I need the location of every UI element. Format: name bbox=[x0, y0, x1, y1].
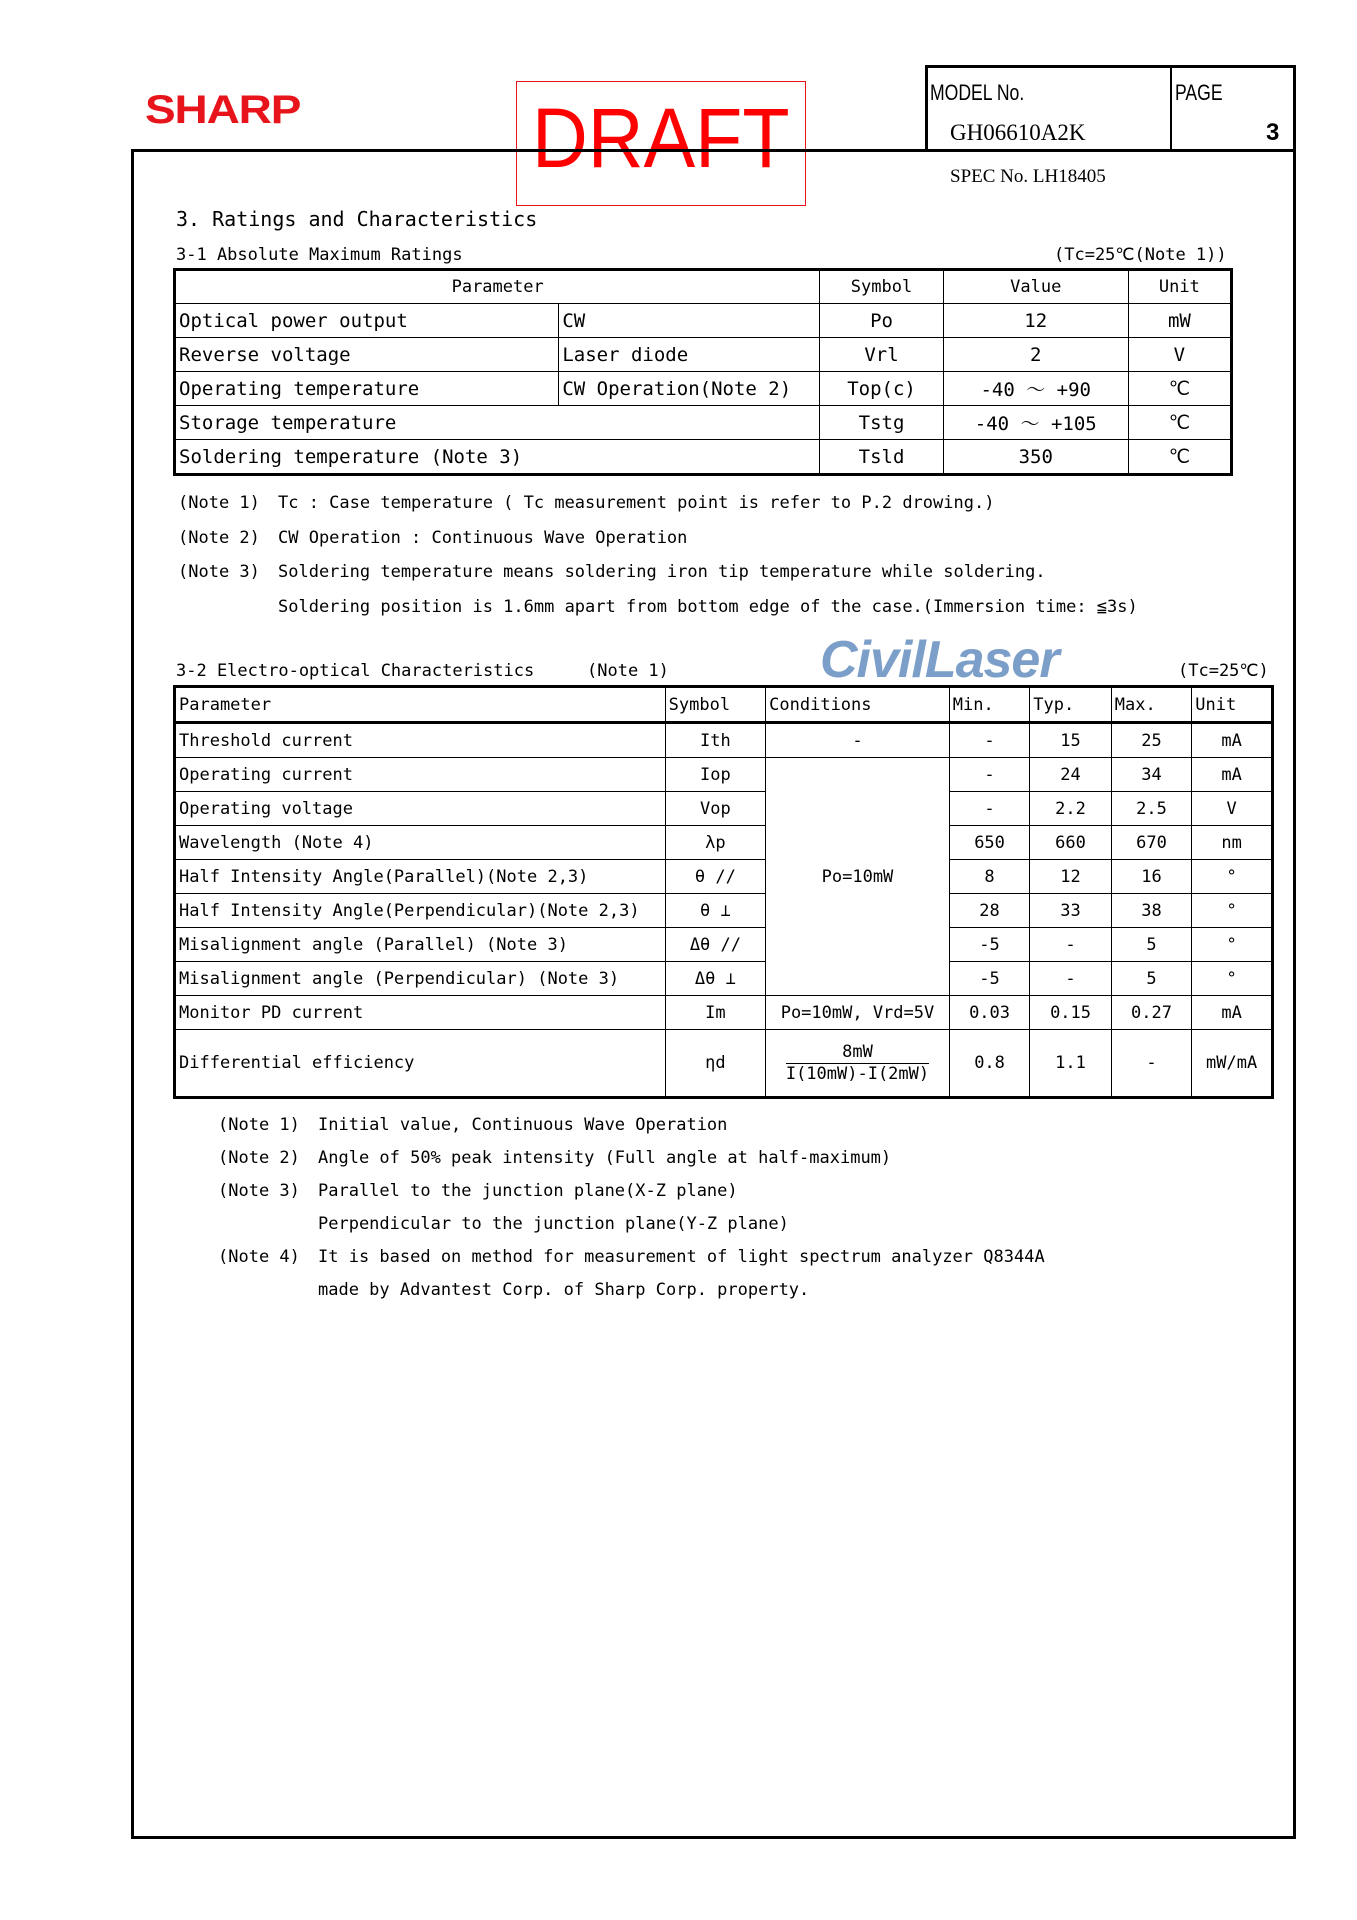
note-text: Angle of 50% peak intensity (Full angle at half-maximum) bbox=[318, 1148, 892, 1168]
eo-table bbox=[173, 685, 1274, 1099]
note bbox=[178, 486, 1138, 521]
header-parameter: Parameter bbox=[175, 687, 666, 723]
symbol-cell: λp bbox=[665, 826, 766, 860]
unit-cell: mW/mA bbox=[1192, 1030, 1273, 1098]
table-row bbox=[175, 338, 1232, 372]
table-row bbox=[175, 1030, 1273, 1098]
min-cell: 650 bbox=[949, 826, 1030, 860]
table-row bbox=[175, 928, 1273, 962]
table-row bbox=[175, 758, 1273, 792]
table-row bbox=[175, 962, 1273, 996]
eo-title-note: (Note 1) bbox=[587, 661, 669, 681]
param-cell: Half Intensity Angle(Perpendicular)(Note 2,3) bbox=[175, 894, 666, 928]
header-unit: Unit bbox=[1128, 270, 1231, 304]
value-cell: 12 bbox=[943, 304, 1128, 338]
typ-cell: 0.15 bbox=[1030, 996, 1111, 1030]
shared-condition-cell: Po=10mW bbox=[766, 758, 950, 996]
note-label: (Note 2) bbox=[178, 527, 260, 548]
spec-number: SPEC No. LH18405 bbox=[950, 166, 1106, 187]
max-cell: - bbox=[1111, 1030, 1192, 1098]
typ-cell: 15 bbox=[1030, 723, 1111, 758]
max-cell: 670 bbox=[1111, 826, 1192, 860]
unit-cell: ° bbox=[1192, 894, 1273, 928]
note-text: CW Operation : Continuous Wave Operation bbox=[278, 527, 688, 548]
param-cell: Misalignment angle (Perpendicular) (Note 3) bbox=[175, 962, 666, 996]
max-cell: 38 bbox=[1111, 894, 1192, 928]
note-text: Parallel to the junction plane(X-Z plane) bbox=[318, 1181, 738, 1201]
abs-max-notes bbox=[178, 486, 1138, 624]
fraction-denominator: I(10mW)-I(2mW) bbox=[785, 1063, 930, 1084]
table-row bbox=[175, 372, 1232, 406]
unit-cell: mA bbox=[1192, 723, 1273, 758]
symbol-cell: Im bbox=[665, 996, 766, 1030]
note bbox=[218, 1175, 1045, 1208]
min-cell: - bbox=[949, 792, 1030, 826]
table-row bbox=[175, 792, 1273, 826]
symbol-cell: Ith bbox=[665, 723, 766, 758]
page-label: PAGE bbox=[1175, 80, 1223, 105]
unit-cell: V bbox=[1128, 338, 1231, 372]
header-conditions: Conditions bbox=[766, 687, 950, 723]
model-number: GH06610A2K bbox=[950, 120, 1086, 145]
note bbox=[218, 1241, 1045, 1274]
note bbox=[218, 1208, 1045, 1241]
model-label: MODEL No. bbox=[930, 80, 1025, 105]
min-cell: 8 bbox=[949, 860, 1030, 894]
table-row bbox=[175, 894, 1273, 928]
typ-cell: 24 bbox=[1030, 758, 1111, 792]
table-row bbox=[175, 860, 1273, 894]
param-cell: Differential efficiency bbox=[175, 1030, 666, 1098]
unit-cell: mW bbox=[1128, 304, 1231, 338]
typ-cell: 2.2 bbox=[1030, 792, 1111, 826]
note-text: Initial value, Continuous Wave Operation bbox=[318, 1115, 728, 1135]
note bbox=[178, 521, 1138, 556]
abs-max-title: 3-1 Absolute Maximum Ratings bbox=[176, 245, 463, 265]
param-cell: Operating temperature bbox=[175, 372, 559, 406]
max-cell: 25 bbox=[1111, 723, 1192, 758]
symbol-cell: Δθ ⊥ bbox=[665, 962, 766, 996]
note-label: (Note 3) bbox=[218, 1181, 300, 1201]
header-symbol: Symbol bbox=[665, 687, 766, 723]
param-cell: Soldering temperature (Note 3) bbox=[175, 440, 820, 475]
min-cell: 0.03 bbox=[949, 996, 1030, 1030]
note-text: Tc : Case temperature ( Tc measurement point is refer to P.2 drowing.) bbox=[278, 493, 995, 513]
unit-cell: ° bbox=[1192, 928, 1273, 962]
symbol-cell: Po bbox=[820, 304, 943, 338]
note bbox=[218, 1109, 1045, 1142]
typ-cell: 33 bbox=[1030, 894, 1111, 928]
draft-stamp: DRAFT bbox=[532, 91, 790, 185]
table-row bbox=[175, 826, 1273, 860]
abs-max-condition: (Tc=25℃(Note 1)) bbox=[1054, 245, 1227, 265]
unit-cell: ℃ bbox=[1128, 406, 1231, 440]
symbol-cell: Tstg bbox=[820, 406, 943, 440]
note bbox=[218, 1274, 1045, 1307]
note-label: (Note 2) bbox=[218, 1148, 300, 1168]
note-text: made by Advantest Corp. of Sharp Corp. property. bbox=[318, 1280, 810, 1300]
page-number: 3 bbox=[1266, 119, 1280, 146]
fraction bbox=[786, 1042, 929, 1084]
min-cell: 0.8 bbox=[949, 1030, 1030, 1098]
unit-cell: mA bbox=[1192, 996, 1273, 1030]
symbol-cell: ηd bbox=[665, 1030, 766, 1098]
table-row bbox=[175, 440, 1232, 475]
table-row bbox=[175, 406, 1232, 440]
min-cell: -5 bbox=[949, 962, 1030, 996]
param-cell: Misalignment angle (Parallel) (Note 3) bbox=[175, 928, 666, 962]
param-cell: Wavelength (Note 4) bbox=[175, 826, 666, 860]
cond-cell: CW Operation(Note 2) bbox=[559, 372, 820, 406]
value-cell: 2 bbox=[943, 338, 1128, 372]
eo-condition: (Tc=25℃) bbox=[1178, 661, 1269, 681]
note-text: Soldering temperature means soldering iron tip temperature while soldering. bbox=[278, 562, 1046, 582]
abs-max-table bbox=[173, 268, 1233, 476]
param-cell: Reverse voltage bbox=[175, 338, 559, 372]
unit-cell: ° bbox=[1192, 860, 1273, 894]
note-text: It is based on method for measurement of light spectrum analyzer Q8344A bbox=[318, 1247, 1045, 1267]
max-cell: 16 bbox=[1111, 860, 1192, 894]
header-parameter: Parameter bbox=[175, 270, 820, 304]
min-cell: - bbox=[949, 758, 1030, 792]
param-cell: Half Intensity Angle(Parallel)(Note 2,3) bbox=[175, 860, 666, 894]
symbol-cell: θ // bbox=[665, 860, 766, 894]
max-cell: 2.5 bbox=[1111, 792, 1192, 826]
note-text: Soldering position is 1.6mm apart from bottom edge of the case.(Immersion time: ≦3s) bbox=[278, 596, 1138, 617]
cond-cell: - bbox=[766, 723, 950, 758]
table-row bbox=[175, 723, 1273, 758]
max-cell: 5 bbox=[1111, 928, 1192, 962]
unit-cell: V bbox=[1192, 792, 1273, 826]
table-row bbox=[175, 996, 1273, 1030]
symbol-cell: Vop bbox=[665, 792, 766, 826]
symbol-cell: Iop bbox=[665, 758, 766, 792]
unit-cell: mA bbox=[1192, 758, 1273, 792]
note bbox=[178, 555, 1138, 590]
note-text: Perpendicular to the junction plane(Y-Z plane) bbox=[318, 1214, 789, 1234]
table-header-row bbox=[175, 687, 1273, 723]
param-cell: Storage temperature bbox=[175, 406, 820, 440]
typ-cell: 660 bbox=[1030, 826, 1111, 860]
table-header-row bbox=[175, 270, 1232, 304]
note-label: (Note 1) bbox=[218, 1115, 300, 1135]
param-cell: Operating current bbox=[175, 758, 666, 792]
unit-cell: ℃ bbox=[1128, 372, 1231, 406]
header-symbol: Symbol bbox=[820, 270, 943, 304]
section-title: 3. Ratings and Characteristics bbox=[176, 207, 538, 231]
param-cell: Optical power output bbox=[175, 304, 559, 338]
min-cell: -5 bbox=[949, 928, 1030, 962]
header-value: Value bbox=[943, 270, 1128, 304]
note bbox=[218, 1142, 1045, 1175]
header-max: Max. bbox=[1111, 687, 1192, 723]
symbol-cell: Tsld bbox=[820, 440, 943, 475]
typ-cell: - bbox=[1030, 962, 1111, 996]
note-label: (Note 3) bbox=[178, 562, 260, 582]
value-cell: -40 ～ +105 bbox=[943, 406, 1128, 440]
model-page-divider bbox=[1170, 65, 1172, 149]
cond-cell bbox=[766, 1030, 950, 1098]
param-cell: Threshold current bbox=[175, 723, 666, 758]
typ-cell: 1.1 bbox=[1030, 1030, 1111, 1098]
param-cell: Operating voltage bbox=[175, 792, 666, 826]
unit-cell: ° bbox=[1192, 962, 1273, 996]
header-min: Min. bbox=[949, 687, 1030, 723]
header-unit: Unit bbox=[1192, 687, 1273, 723]
note bbox=[178, 590, 1138, 625]
civillaser-watermark: CivilLaser bbox=[820, 631, 1059, 689]
max-cell: 34 bbox=[1111, 758, 1192, 792]
symbol-cell: θ ⊥ bbox=[665, 894, 766, 928]
header-typ: Typ. bbox=[1030, 687, 1111, 723]
eo-title: 3-2 Electro-optical Characteristics bbox=[176, 661, 535, 681]
note-label: (Note 4) bbox=[218, 1247, 300, 1267]
cond-cell: CW bbox=[559, 304, 820, 338]
sharp-logo: SHARP bbox=[145, 88, 301, 132]
cond-cell: Laser diode bbox=[559, 338, 820, 372]
cond-cell: Po=10mW, Vrd=5V bbox=[766, 996, 950, 1030]
symbol-cell: Δθ // bbox=[665, 928, 766, 962]
symbol-cell: Vrl bbox=[820, 338, 943, 372]
typ-cell: - bbox=[1030, 928, 1111, 962]
symbol-cell: Top(c) bbox=[820, 372, 943, 406]
note-label: (Note 1) bbox=[178, 493, 260, 513]
min-cell: 28 bbox=[949, 894, 1030, 928]
fraction-numerator: 8mW bbox=[786, 1042, 929, 1063]
table-row bbox=[175, 304, 1232, 338]
unit-cell: nm bbox=[1192, 826, 1273, 860]
eo-notes bbox=[218, 1109, 1045, 1307]
max-cell: 5 bbox=[1111, 962, 1192, 996]
unit-cell: ℃ bbox=[1128, 440, 1231, 475]
min-cell: - bbox=[949, 723, 1030, 758]
param-cell: Monitor PD current bbox=[175, 996, 666, 1030]
max-cell: 0.27 bbox=[1111, 996, 1192, 1030]
typ-cell: 12 bbox=[1030, 860, 1111, 894]
value-cell: 350 bbox=[943, 440, 1128, 475]
value-cell: -40 ～ +90 bbox=[943, 372, 1128, 406]
